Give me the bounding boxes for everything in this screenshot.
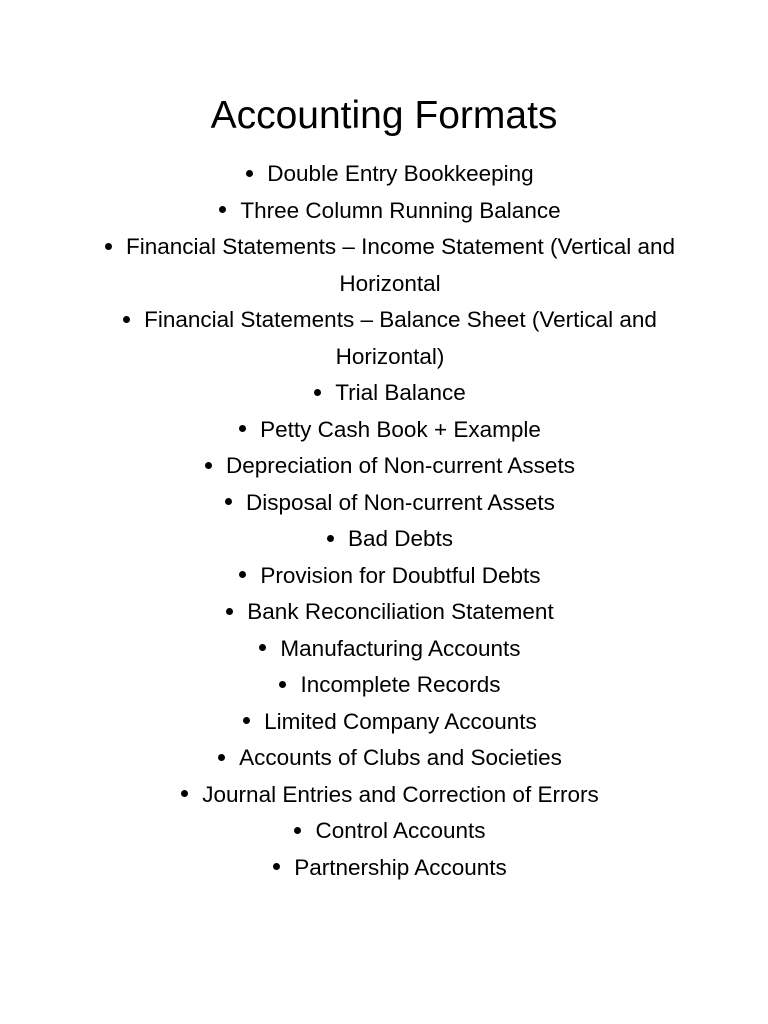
list-item-label: Trial Balance xyxy=(335,380,466,405)
list-item-label: Double Entry Bookkeeping xyxy=(267,161,534,186)
list-item-label: Depreciation of Non-current Assets xyxy=(226,453,575,478)
list-item-label: Three Column Running Balance xyxy=(240,197,561,223)
list-item xyxy=(100,594,680,631)
bullet-icon xyxy=(219,206,226,213)
list-item xyxy=(100,813,680,850)
list-item xyxy=(100,229,680,302)
list-item xyxy=(100,521,680,558)
list-item xyxy=(100,412,680,449)
list-item-label: Financial Statements – Income Statement (Vertical and Horizontal xyxy=(125,234,676,296)
bullet-icon xyxy=(105,243,112,250)
list-item-label: Petty Cash Book + Example xyxy=(260,416,541,442)
list-item-label: Bank Reconciliation Statement xyxy=(247,599,554,624)
list-item-label: Accounts of Clubs and Societies xyxy=(239,745,562,770)
bullet-icon xyxy=(226,608,233,615)
bullet-icon xyxy=(246,170,253,177)
list-item xyxy=(100,667,680,704)
list-item xyxy=(100,375,680,412)
list-item-label: Journal Entries and Correction of Errors xyxy=(202,781,599,807)
bullet-icon xyxy=(205,462,212,469)
list-item xyxy=(100,704,680,741)
list-item-label: Control Accounts xyxy=(315,818,486,843)
list-item-label: Manufacturing Accounts xyxy=(280,635,521,661)
list-item-label: Incomplete Records xyxy=(300,672,501,697)
list-item-label: Financial Statements – Balance Sheet (Vertical and Horizontal) xyxy=(144,307,657,369)
bullet-icon xyxy=(239,425,246,432)
list-item xyxy=(100,631,680,668)
bullet-icon xyxy=(279,681,286,688)
bullet-icon xyxy=(314,389,321,396)
bullet-icon xyxy=(327,535,334,542)
bullet-icon xyxy=(243,717,250,724)
bullet-icon xyxy=(294,827,301,834)
list-item xyxy=(100,740,680,777)
list-item xyxy=(100,448,680,485)
bullet-icon xyxy=(123,316,130,323)
bullet-icon xyxy=(239,571,246,578)
list-item-label: Bad Debts xyxy=(347,526,454,551)
list-item-label: Provision for Doubtful Debts xyxy=(260,562,541,588)
list-item-label: Partnership Accounts xyxy=(294,854,507,880)
list-item xyxy=(100,777,680,814)
list-item xyxy=(100,558,680,595)
list-item xyxy=(100,485,680,522)
list-item-label: Limited Company Accounts xyxy=(264,708,537,734)
bullet-icon xyxy=(218,754,225,761)
bullet-icon xyxy=(181,790,188,797)
list-item xyxy=(100,302,680,375)
bullet-icon xyxy=(259,644,266,651)
bullet-icon xyxy=(225,498,232,505)
page-title: Accounting Formats xyxy=(210,94,558,137)
list-item-label: Disposal of Non-current Assets xyxy=(246,489,555,515)
list-item xyxy=(100,156,680,193)
accounting-formats-list xyxy=(100,156,680,886)
list-item xyxy=(100,850,680,887)
bullet-icon xyxy=(273,863,280,870)
list-item xyxy=(100,193,680,230)
